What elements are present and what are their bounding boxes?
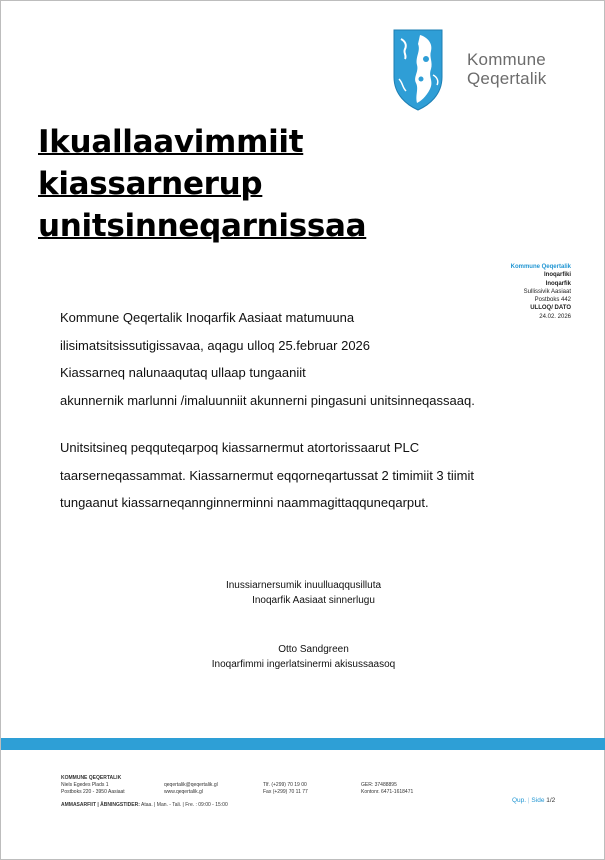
closing-on-behalf: Inoqarfik Aasiaat sinnerlugu [252, 595, 375, 606]
body-line: tungaanut kiassarneqannginnerminni naammagittaqquneqarput. [60, 495, 429, 510]
sender-address: Sullissivik Aasiaat [523, 288, 571, 295]
footer-tel: Tlf. (+299) 70 19 00 [263, 782, 307, 788]
title-line-3: unitsinneqarnissaa [38, 208, 367, 244]
sender-date: 24.02. 2026 [539, 313, 571, 320]
coat-of-arms-icon [393, 29, 443, 111]
opening-hours [61, 802, 228, 808]
letter-body [60, 304, 560, 517]
page-separator: | [527, 797, 530, 804]
footer-web-link[interactable]: www.qeqertalik.gl [164, 789, 203, 795]
body-line: Kommune Qeqertalik Inoqarfik Aasiaat matumuuna [60, 310, 355, 325]
footer-addr-1: Niels Egedes Plads 1 [61, 782, 109, 788]
body-line: akunnernik marlunni /imaluunniit akunnerni pingasuni unitsinneqassaaq. [60, 392, 475, 408]
accent-stripe [1, 738, 605, 750]
title-line-2: kiassarnerup [38, 166, 263, 202]
footer-registry [361, 775, 413, 796]
hours-value: Ataa. | Man. - Tali. | Fre. : 09:00 - 15:00 [141, 802, 228, 808]
footer-account: Kontonr. 6471-1618471 [361, 789, 414, 795]
brand-name [467, 50, 546, 88]
footer-email-link[interactable]: qeqertalik@qeqertalik.gl [164, 782, 218, 788]
footer-address [61, 775, 125, 796]
paragraph-gap [60, 414, 560, 434]
body-line: taarserneqassammat. Kiassarnermut eqqorneqartussat 2 timimiit 3 tiimit [60, 467, 474, 483]
body-line: ilisimatsitsissutigissavaa, aqagu ulloq 25.februar 2026 [60, 337, 371, 353]
brand-line-1: Kommune [467, 50, 546, 69]
closing-block [1, 578, 605, 608]
hours-label: AMMASARFIIT | ÅBNINGSTIDER: [61, 802, 140, 808]
signature-name: Otto Sandgreen [278, 644, 349, 655]
footer-fax: Fax (+299) 70 11 77 [263, 789, 308, 795]
sender-dept: Inoqarfiki [543, 272, 571, 279]
signature-role: Inoqarfimmi ingerlatsinermi akisussaasoq [211, 659, 396, 670]
sender-org: Kommune Qeqertalik [510, 264, 571, 270]
closing-greeting: Inussiarnersumik inuulluaqqusilluta [225, 580, 382, 591]
page-label-2: Side [531, 797, 545, 804]
sender-box: Postboks 442 [534, 297, 571, 304]
page-number [512, 797, 555, 804]
document-title [38, 121, 368, 247]
sender-dept-2: Inoqarfik [545, 280, 571, 287]
brand-line-2: Qeqertalik [467, 69, 547, 88]
sender-ref-label: ULLOQ/ DATO [530, 305, 571, 312]
title-line-1: Ikuallaavimmiit [38, 124, 304, 160]
signature-block [1, 642, 605, 672]
footer-cvr: GER: 37488895 [361, 782, 397, 788]
body-line: Kiassarneq nalunaaqutaq ullaap tungaaniit [60, 365, 306, 380]
footer-phone [263, 775, 308, 796]
page-value: 1/2 [546, 797, 556, 804]
body-line: Unitsitsineq peqquteqarpoq kiassarnermut atortorissaarut PLC [60, 440, 420, 455]
footer-addr-2: Postboks 220 - 3950 Aasiaat [61, 789, 125, 795]
footer-org: KOMMUNE QEQERTALIK [61, 775, 122, 781]
kommune-logo [391, 29, 571, 113]
page-label: Qup. [512, 797, 527, 804]
footer-contact [164, 775, 218, 796]
